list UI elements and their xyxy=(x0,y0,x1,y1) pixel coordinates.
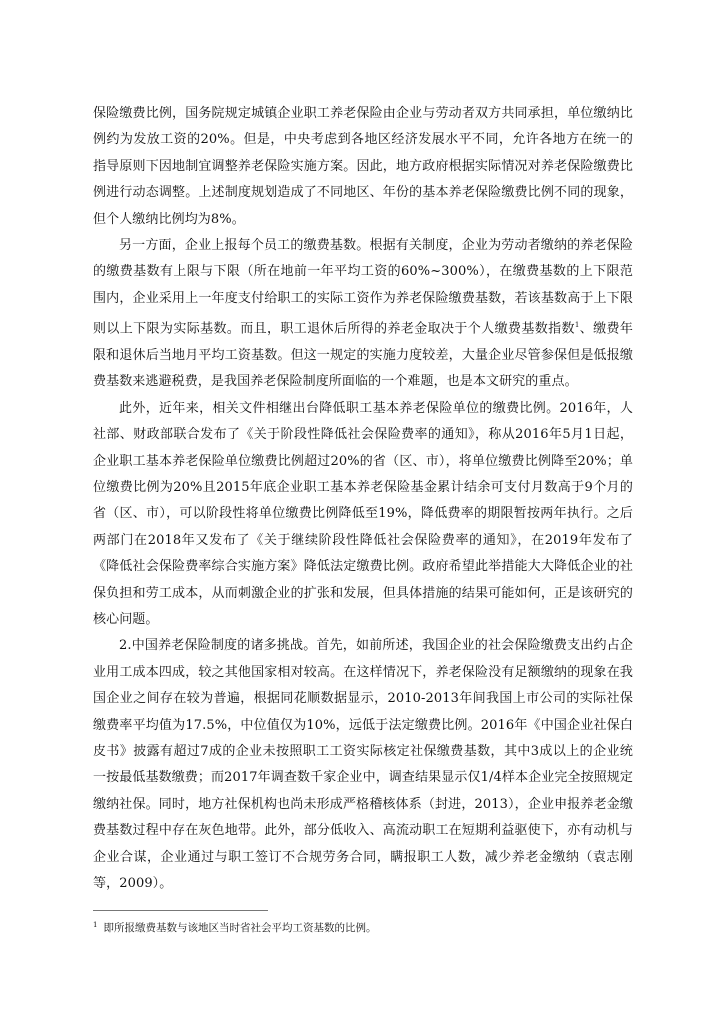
footnote-divider xyxy=(93,910,268,911)
paragraph-challenges: 2.中国养老保险制度的诸多挑战。首先，如前所述，我国企业的社会保险缴费支出约占企业用工成本四成，较之其他国家相对较高。在这样情况下，养老保险没有足额缴纳的现象在我国企业之间存在较为普遍，根据同花顺数据显示，2010-2013年间我国上市公司的实际社保缴费率平均值为17.5%，中位值仅为10%，远低于法定缴费比例。2016年《中国企业社保白皮书》披露有超过7成的企业未按照职工工资实际核定社保缴费基数，其中3成以上的企业统一按最低基数缴费；而2017年调查数千家企业中，调查结果显示仅1/4样本企业完全按照规定缴纳社保。同时，地方社保机构也尚未形成严格稽核体系（封进，2013），企业申报养老金缴费基数过程中存在灰色地带。此外，部分低收入、高流动职工在短期利益驱使下，亦有动机与企业合谋，企业通过与职工签订不合规劳务合同，瞒报职工人数，减少养老金缴纳（袁志刚等，2009）。 xyxy=(93,638,633,892)
paragraph-contribution-base xyxy=(93,233,633,396)
paragraph-text-part: 、缴费年限和退休后当地月平均工资基数。但这一规定的实施力度较差，大量企业尽管参保但是低报缴费基数来逃避税费，是我国养老保险制度所面临的一个难题，也是本文研究的重点。 xyxy=(93,321,633,390)
footnote-mark: 1 xyxy=(93,920,98,929)
footnote-text: 即所报缴费基数与该地区当时省社会平均工资基数的比例。 xyxy=(103,922,377,934)
body-text xyxy=(93,101,633,898)
paragraph-text-part: 另一方面，企业上报每个员工的缴费基数。根据有关制度，企业为劳动者缴纳的养老保险的缴费基数有上限与下限（所在地前一年平均工资的60%~300%），在缴费基数的上下限范围内，企业采用上一年度支付给职工的实际工资作为养老保险缴费基数，若该基数高于上下限则以上下限为实际基数。而且，职工退休后所得的养老金取决于个人缴费基数指数 xyxy=(93,238,633,337)
paragraph-rate-reduction: 此外，近年来，相关文件相继出台降低职工基本养老保险单位的缴费比例。2016年，人社部、财政部联合发布了《关于阶段性降低社会保险费率的通知》，称从2016年5月1日起，企业职工基本养老保险单位缴费比例超过20%的省（区、市），将单位缴费比例降至20%；单位缴费比例为20%且2015年底企业职工基本养老保险基金累计结余可支付月数高于9个月的省（区、市），可以阶段性将单位缴费比例降低至19%，降低费率的期限暂按两年执行。之后两部门在2018年又发布了《关于继续阶段性降低社会保险费率的通知》，在2019年发布了《降低社会保险费率综合实施方案》降低法定缴费比例。政府希望此举措能大大降低企业的社保负担和劳工成本，从而刺激企业的扩张和发展，但具体措施的结果可能如何，正是该研究的核心问题。 xyxy=(93,400,633,628)
footnote-reference: 1 xyxy=(574,321,580,330)
paragraph-pension-rate: 保险缴费比例，国务院规定城镇企业职工养老保险由企业与劳动者双方共同承担，单位缴纳比例约为发放工资的20%。但是，中央考虑到各地区经济发展水平不同，允许各地方在统一的指导原则下因地制宜调整养老保险实施方案。因此，地方政府根据实际情况对养老保险缴费比例进行动态调整。上述制度规划造成了不同地区、年份的基本养老保险缴费比例不同的现象，但个人缴纳比例均为8%。 xyxy=(93,106,633,227)
footnote xyxy=(93,921,633,936)
